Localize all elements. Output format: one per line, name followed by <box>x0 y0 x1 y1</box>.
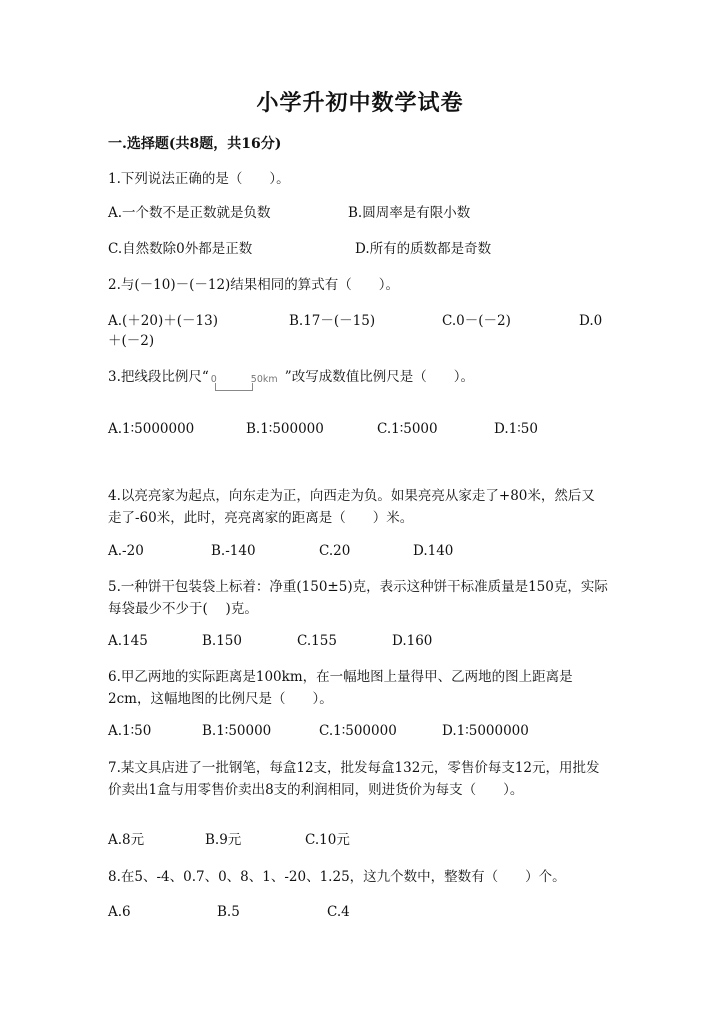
question-3-option-a: A.1∶5000000 <box>108 421 195 437</box>
question-4-stem: 4.以亮亮家为起点，向东走为正，向西走为负。如果亮亮从家走了+80米，然后又走了-60米，此时，亮亮离家的距离是（ ）米。 <box>108 488 595 526</box>
question-3-stem-before: 3.把线段比例尺“ <box>108 369 209 385</box>
question-4-option-b: B.-140 <box>211 543 256 559</box>
question-4-option-a: A.-20 <box>108 543 144 559</box>
question-7-option-a: A.8元 <box>108 832 145 848</box>
question-2-stem: 2.与(－10)－(－12)结果相同的算式有（ ）。 <box>108 277 400 293</box>
question-5-option-b: B.150 <box>202 633 242 649</box>
question-3-option-c: C.1∶5000 <box>377 421 438 437</box>
question-2-option-d-continued: ＋(－2) <box>108 333 155 349</box>
question-2-option-a: A.(＋20)＋(－13) <box>108 313 218 329</box>
line-scale-figure <box>211 369 283 393</box>
question-6-option-c: C.1∶500000 <box>319 723 397 739</box>
question-6-option-a: A.1∶50 <box>108 723 152 739</box>
exam-title: 小学升初中数学试卷 <box>256 90 464 116</box>
question-4-option-c: C.20 <box>319 543 351 559</box>
question-1-option-d: D.所有的质数都是奇数 <box>355 241 492 257</box>
question-7-option-c: C.10元 <box>305 832 350 848</box>
question-1-option-a: A.一个数不是正数就是负数 <box>108 205 271 221</box>
question-5-option-c: C.155 <box>297 633 337 649</box>
scale-50km-label: 50km <box>250 374 278 385</box>
question-8-option-b: B.5 <box>217 904 240 920</box>
section-heading: 一.选择题(共8题，共16分) <box>108 136 282 152</box>
question-5-option-d: D.160 <box>392 633 433 649</box>
question-3-stem-after: ”改写成数值比例尺是（ ）。 <box>284 369 474 385</box>
question-7-option-b: B.9元 <box>205 832 242 848</box>
question-8-option-a: A.6 <box>108 904 131 920</box>
question-6-option-d: D.1∶5000000 <box>442 723 529 739</box>
question-1-stem: 1.下列说法正确的是（ ）。 <box>108 171 290 187</box>
question-7-stem: 7.某文具店进了一批钢笔，每盒12支，批发每盒132元，零售价每支12元，用批发价卖出1盒与用零售价卖出8支的利润相同，则进货价为每支（ ）。 <box>108 760 600 798</box>
question-3-option-d: D.1∶50 <box>494 421 538 437</box>
question-2-option-d: D.0 <box>579 313 603 329</box>
question-3-stem <box>108 366 474 393</box>
question-6-stem: 6.甲乙两地的实际距离是100km，在一幅地图上量得甲、乙两地的图上距离是2cm，这幅地图的比例尺是（ ）。 <box>108 669 573 707</box>
question-2-option-c: C.0－(－2) <box>442 313 511 329</box>
question-4-option-d: D.140 <box>413 543 454 559</box>
question-5-stem: 5.一种饼干包装袋上标着：净重(150±5)克，表示这种饼干标准质量是150克，实际每袋最少不少于( )克。 <box>108 579 608 617</box>
question-1-option-b: B.圆周率是有限小数 <box>348 205 471 221</box>
question-1-option-c: C.自然数除0外都是正数 <box>108 241 253 257</box>
question-3-option-b: B.1∶500000 <box>246 421 324 437</box>
question-2-option-b: B.17－(－15) <box>289 313 376 329</box>
question-8-option-c: C.4 <box>327 904 350 920</box>
question-5-option-a: A.145 <box>108 633 148 649</box>
scale-zero-label: 0 <box>210 374 217 385</box>
question-8-stem: 8.在5、-4、0.7、0、8、1、-20、1.25，这九个数中，整数有（ ）个。 <box>108 869 566 885</box>
question-6-option-b: B.1∶50000 <box>202 723 272 739</box>
scale-bar <box>215 383 253 391</box>
